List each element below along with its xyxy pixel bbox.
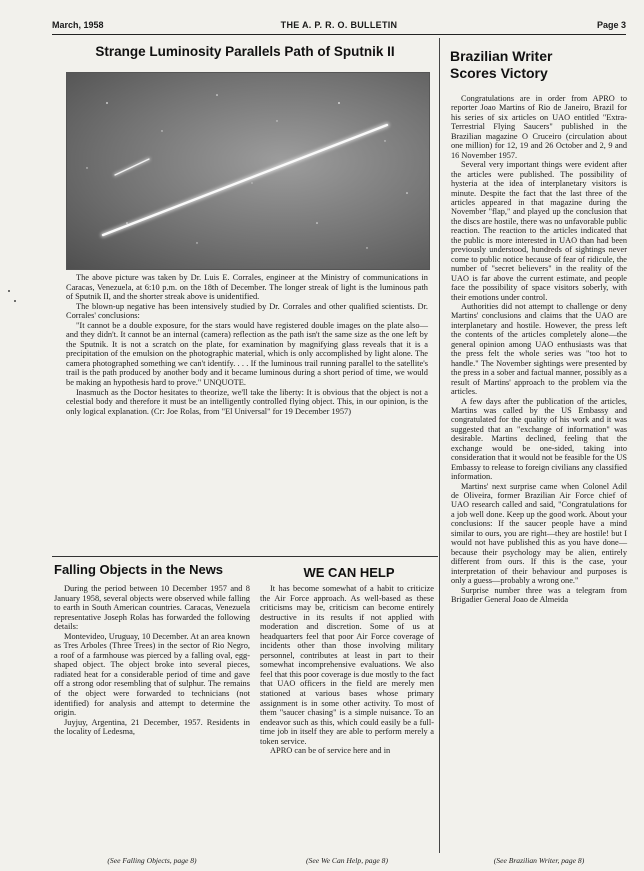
brazil-continued-ref: (See Brazilian Writer, page 8) [493, 856, 585, 865]
paragraph: Authorities did not attempt to challenge or deny Martins' conclusions and claims that the UAO are interplanetary and hostile. However, the press left the contents of the articles completely alone—the general opinion among UAO enthusiasts was that the press felt the whole series was "too hot to handle." The November sightings were presented by the press in a sober and factual manner, possibly as a result of Martins' approach to the problem via the articles. [451, 301, 627, 397]
paragraph: Surprise number three was a telegram from Brigadier General Joao de Almeida [451, 585, 627, 605]
sputnik-article-text [66, 273, 428, 416]
photo-stars [86, 94, 408, 249]
sputnik-photo [66, 72, 430, 270]
unidentified-light-streak [115, 159, 149, 175]
section-divider [52, 556, 438, 557]
falling-headline: Falling Objects in the News [54, 562, 224, 577]
paragraph: Juyjuy, Argentina, 21 December, 1957. Residents in the locality of Ledesma, [54, 717, 250, 737]
page-header [52, 20, 626, 35]
paragraph: "It cannot be a double exposure, for the stars would have registered double images on the plate also—and they didn't. It cannot be an internal (camera) reflection as the path isn't the same size as the one left by the Sputnik. It is not a scratch on the plate, for examination by magnifying glass reveals that it is a precipitation of the emulsion on the photographic material, which is only accomplished by light alone. The camera photographed something we can't identify. . . . If the luminous trail running parallel to the satellite's trail is the path produced by another body and it became luminous during a short period of time, we would be making an hypothesis hard to prove." UNQUOTE. [66, 320, 428, 388]
brazil-headline [450, 48, 626, 82]
paragraph: Inasmuch as the Doctor hesitates to theorize, we'll take the liberty: It is obvious that the object is not a celestial body and therefore it must be an intelligently controlled flying object. This, in our opinion, is the only logical explanation. (Cr: Joe Rolas, from "El Universal" for 19 December 1957) [66, 387, 428, 416]
issue-date: March, 1958 [52, 20, 104, 30]
paragraph: Montevideo, Uruguay, 10 December. At an area known as Tres Arboles (Three Trees) in the sector of Rio Negro, a roof of a farmhouse was pierced by a falling oval, egg-shaped object. The object broke into several pieces, radiated heat for a considerable period of time and gave off a strong odor resembling that of sulphur. The remains of the object were forwarded to technicians (not identified) for analysis and attempt to determine the origin. [54, 631, 250, 718]
paragraph: Congratulations are in order from APRO to reporter Joao Martins of Rio de Janeiro, Brazil for his series of six articles on UAO entitled "Extra-Terrestrial Flying Saucers" published in the Brazilian magazine O Cruceiro (circulation about one million) for 12, 19 and 26 October and 2, 9 and 16 November 1957. [451, 94, 627, 160]
column-divider [439, 38, 440, 853]
brazil-headline-line-2: Scores Victory [450, 65, 548, 81]
paragraph: A few days after the publication of the articles, Martins was called by the US Embassy and congratulated for the quality of his work and it was suggested that an "exchange of information" was desirable. Martins declined, feeling that the exchange would be one-sided, taking into consideration that it would not be feasible for the US Embassy to release to foreign civilians any classified information. [451, 396, 627, 482]
paragraph: The blown-up negative has been intensively studied by Dr. Corrales and other qualified scientists. Dr. Corrales' conclusions: [66, 301, 428, 321]
page-number: Page 3 [596, 20, 626, 30]
paragraph: Martins' next surprise came when Colonel Adil de Oliveira, former Brazilian Air Force chief of UAO research called and said, "Congratulations for a job well done. Keep up the good work. About your conclusions: If the saucer people have a mind similar to ours, you are right—they are hostile! but I would not have published this as you have done—because their psychology may be alien, entirely different from ours. If this is the case, your interpretation of their behaviour and purposes is only a guess—probably a wrong one." [451, 481, 627, 586]
paragraph: Several very important things were evident after the articles were published. The possibility of hysteria at the idea of interplanetary visitors is minute. Despite the fact that the last three of the articles appeared in that magazine during the November "flap," and played up the conclusion that the discs are hostile, there was no unfavorable public reaction. The reaction to the articles indicated that the public is more interested in UAO than had been previously understood, hundreds of sightings never come to public notice because of fear of ridicule, the number of "secret believers" in the reality of the UAO is far above the current estimate, and people face the possibility of space visitors soberly, with their emotions under control. [451, 160, 627, 302]
scan-speck [8, 290, 10, 292]
scan-speck [14, 300, 16, 302]
help-article-text [260, 584, 434, 756]
sputnik-light-trail [103, 125, 387, 235]
help-continued-ref: (See We Can Help, page 8) [306, 856, 388, 865]
brazil-headline-line-1: Brazilian Writer [450, 48, 553, 64]
falling-article-text [54, 584, 250, 737]
brazil-article-text [451, 94, 627, 604]
falling-continued-ref: (See Falling Objects, page 8) [107, 856, 197, 865]
publication-name: THE A. P. R. O. BULLETIN [280, 20, 398, 30]
sputnik-headline: Strange Luminosity Parallels Path of Sputnik II [95, 44, 395, 59]
paragraph: It has become somewhat of a habit to criticize the Air Force approach. As well-based as these criticisms may be, criticism can become entirely destructive in its results if not applied with moderation and discretion. Some of us at headquarters feel that poor Air Force coverage of incidents other than those involving military personnel, contributes at least in part to their somewhat incomprehensive evaluations. We also feel that this poor coverage is due mostly to the fact that UAO officers in the field are merely men stationed at various bases whose primary assignment is in some other activity. To most of them "saucer chasing" is a simple nuisance. To an endeavor such as this, which could easily be a full-time job in itself they are able to perform merely a token service. [260, 584, 434, 746]
paragraph: The above picture was taken by Dr. Luis E. Corrales, engineer at the Ministry of communications in Caracas, Venezuela, at 6:10 p.m. on the 18th of December. The longer streak of light is the luminous path of Sputnik II, and the shorter streak above is unidentified. [66, 273, 428, 302]
paragraph: APRO can be of service here and in [270, 746, 391, 756]
help-headline: WE CAN HELP [303, 565, 395, 580]
paragraph: During the period between 10 December 1957 and 8 January 1958, several objects were observed while falling to earth in South American countries. Caracas, Venezuela representative Joseph Rolas has forwarded the following details: [54, 584, 250, 632]
